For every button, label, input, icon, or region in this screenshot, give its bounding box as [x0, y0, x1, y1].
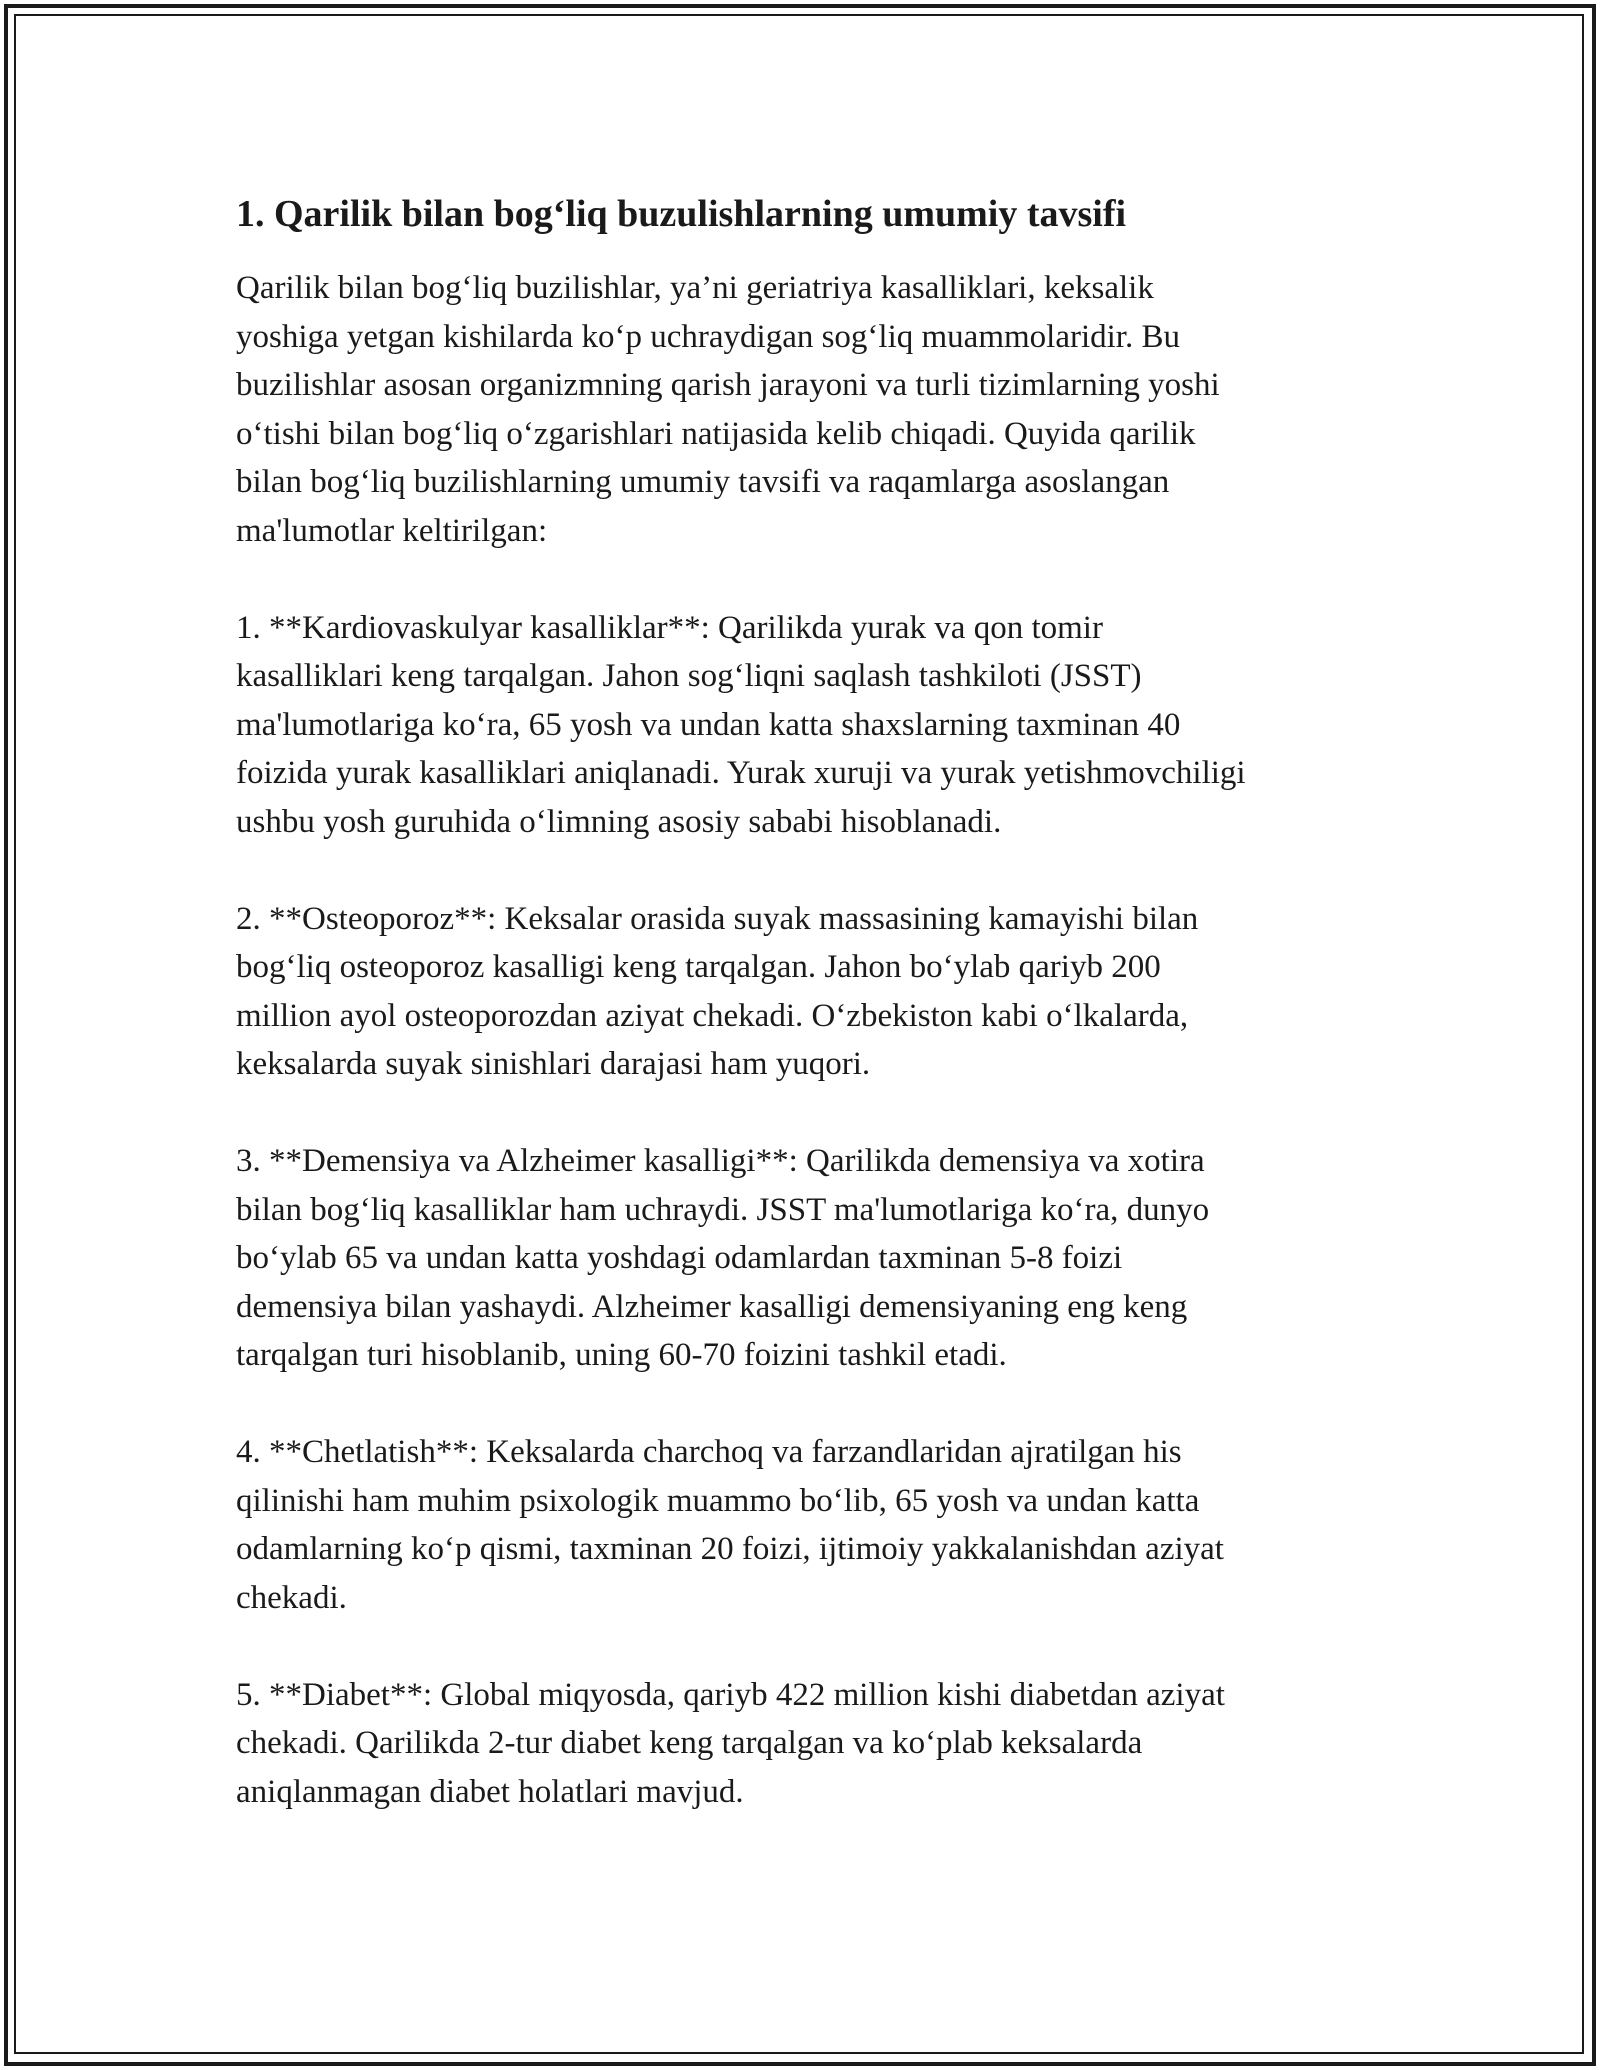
text-line: million ayol osteoporozdan aziyat chekadi. O‘zbekiston kabi o‘lkalarda,: [236, 997, 1189, 1034]
document-body: [236, 188, 1386, 1816]
text-line: foizida yurak kasalliklari aniqlanadi. Yurak xuruji va yurak yetishmovchiligi: [236, 755, 1246, 791]
text-line: buzilishlar asosan organizmning qarish jarayoni va turli tizimlarning yoshi: [236, 367, 1220, 403]
text-line: chekadi. Qarilikda 2-tur diabet keng tarqalgan va ko‘plab keksalarda: [236, 1725, 1143, 1761]
text-line: 2. **Osteoporoz**: Keksalar orasida suyak massasining kamayishi bilan: [236, 900, 1199, 937]
text-line: bog‘liq osteoporoz kasalligi keng tarqalgan. Jahon bo‘ylab qariyb 200: [236, 949, 1161, 985]
text-line: 5. **Diabet**: Global miqyosda, qariyb 422 million kishi diabetdan aziyat: [236, 1676, 1225, 1713]
text-line: 3. **Demensiya va Alzheimer kasalligi**: Qarilikda demensiya va xotira: [236, 1143, 1205, 1179]
text-line: qilinishi ham muhim psixologik muammo bo‘lib, 65 yosh va undan katta: [236, 1482, 1200, 1519]
text-line: keksalarda suyak sinishlari darajasi ham yuqori.: [236, 1046, 871, 1082]
list-item-isolation: [236, 1428, 1386, 1622]
list-item-osteoporosis: [236, 895, 1386, 1089]
list-item-diabetes: [236, 1671, 1386, 1817]
text-line: bo‘ylab 65 va undan katta yoshdagi odamlardan taxminan 5-8 foizi: [236, 1240, 1123, 1276]
text-line: bilan bog‘liq buzilishlarning umumiy tavsifi va raqamlarga asoslangan: [236, 464, 1170, 500]
list-item-cardiovascular: [236, 604, 1386, 847]
text-line: ushbu yosh guruhida o‘limning asosiy sababi hisoblanadi.: [236, 803, 1002, 840]
text-line: 4. **Chetlatish**: Keksalarda charchoq va farzandlaridan ajratilgan his: [236, 1434, 1182, 1470]
text-line: odamlarning ko‘p qismi, taxminan 20 foizi, ijtimoiy yakkalanishdan aziyat: [236, 1531, 1224, 1567]
text-line: Qarilik bilan bog‘liq buzilishlar, ya’ni geriatriya kasalliklari, keksalik: [236, 270, 1154, 306]
text-line: 1. **Kardiovaskulyar kasalliklar**: Qarilikda yurak va qon tomir: [236, 609, 1103, 646]
text-line: bilan bog‘liq kasalliklar ham uchraydi. JSST ma'lumotlariga ko‘ra, dunyo: [236, 1191, 1210, 1228]
text-line: tarqalgan turi hisoblanib, uning 60-70 foizini tashkil etadi.: [236, 1337, 1007, 1373]
text-line: o‘tishi bilan bog‘liq o‘zgarishlari natijasida kelib chiqadi. Quyida qarilik: [236, 415, 1196, 452]
text-line: ma'lumotlariga ko‘ra, 65 yosh va undan katta shaxslarning taxminan 40: [236, 706, 1181, 743]
text-line: demensiya bilan yashaydi. Alzheimer kasalligi demensiyaning eng keng: [236, 1288, 1188, 1325]
list-item-dementia: [236, 1137, 1386, 1380]
intro-paragraph: [236, 264, 1386, 555]
text-line: aniqlanmagan diabet holatlari mavjud.: [236, 1773, 744, 1810]
text-line: kasalliklari keng tarqalgan. Jahon sog‘liqni saqlash tashkiloti (JSST): [236, 658, 1142, 694]
text-line: ma'lumotlar keltirilgan:: [236, 512, 548, 549]
document-title: 1. Qarilik bilan bog‘liq buzulishlarning umumiy tavsifi: [236, 193, 1127, 235]
text-line: chekadi.: [236, 1579, 347, 1616]
text-line: yoshiga yetgan kishilarda ko‘p uchraydigan sog‘liq muammolaridir. Bu: [236, 318, 1180, 355]
